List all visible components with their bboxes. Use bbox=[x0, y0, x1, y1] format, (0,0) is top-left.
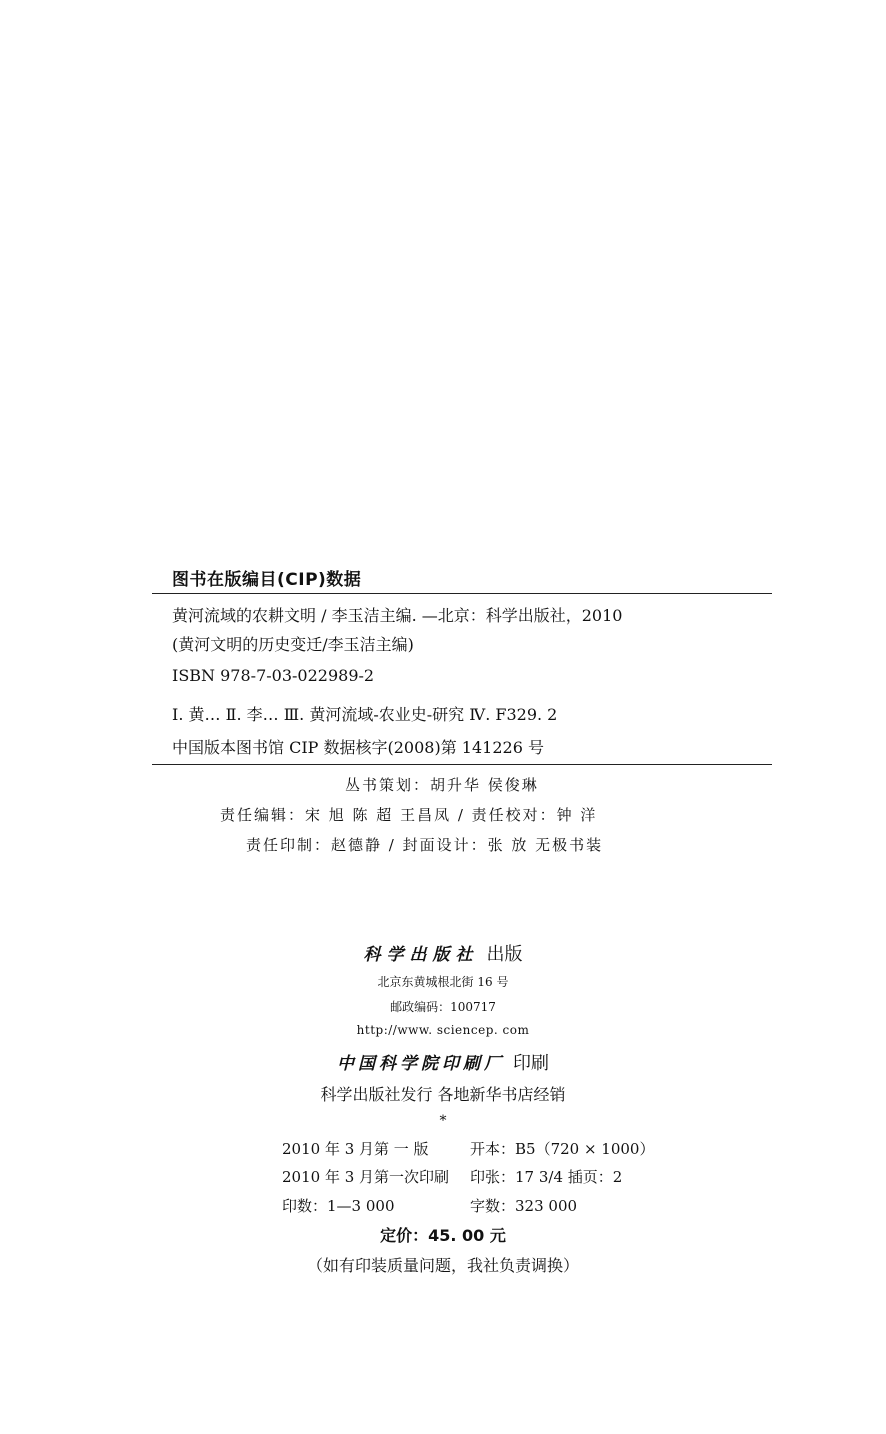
cip-title-line: 黄河流域的农耕文明 / 李玉洁主编. —北京：科学出版社，2010 bbox=[172, 606, 623, 625]
distribution-line: 科学出版社发行 各地新华书店经销 bbox=[320, 1085, 566, 1104]
cip-record-number: 中国版本图书馆 CIP 数据核字(2008)第 141226 号 bbox=[172, 738, 544, 757]
cip-classification: Ⅰ. 黄… Ⅱ. 李… Ⅲ. 黄河流域-农业史-研究 Ⅳ. F329. 2 bbox=[172, 705, 558, 724]
edition-info: 2010 年 3 月第 一 版 bbox=[282, 1140, 429, 1158]
separator-star: * bbox=[439, 1113, 447, 1129]
format-info: 开本：B5（720 × 1000） bbox=[470, 1140, 655, 1158]
editor-credit: 责任编辑：宋 旭 陈 超 王昌凤 / 责任校对：钟 洋 bbox=[220, 806, 598, 824]
words-info: 字数：323 000 bbox=[470, 1197, 578, 1215]
cip-series-line: (黄河文明的历史变迁/李玉洁主编) bbox=[172, 635, 414, 654]
price: 定价：45. 00 元 bbox=[380, 1226, 506, 1245]
printer-logo: 中国科学院印刷厂 bbox=[337, 1054, 505, 1074]
print-design-credit: 责任印制：赵德静 / 封面设计：张 放 无极书装 bbox=[246, 836, 604, 854]
series-planner-credit: 丛书策划：胡升华 侯俊琳 bbox=[345, 776, 539, 794]
publisher-logo: 科学出版社 bbox=[363, 945, 479, 965]
printer-line bbox=[0, 1049, 886, 1075]
publisher-address: 北京东黄城根北街 16 号 bbox=[377, 975, 509, 989]
printing-info: 2010 年 3 月第一次印刷 bbox=[282, 1168, 450, 1186]
printer-action: 印刷 bbox=[513, 1053, 549, 1074]
sheets-info: 印张：17 3/4 插页：2 bbox=[470, 1168, 623, 1186]
publisher-url: http://www. sciencep. com bbox=[356, 1023, 530, 1037]
copies-info: 印数：1—3 000 bbox=[282, 1197, 395, 1215]
cip-isbn: ISBN 978-7-03-022989-2 bbox=[172, 666, 375, 685]
top-divider bbox=[152, 593, 772, 594]
publisher-action: 出版 bbox=[486, 944, 523, 965]
cip-title: 图书在版编目(CIP)数据 bbox=[172, 570, 362, 590]
quality-note: （如有印装质量问题，我社负责调换） bbox=[306, 1256, 579, 1275]
publisher-line bbox=[0, 940, 886, 966]
publisher-postcode: 邮政编码：100717 bbox=[390, 1000, 496, 1014]
bottom-divider bbox=[152, 764, 772, 765]
